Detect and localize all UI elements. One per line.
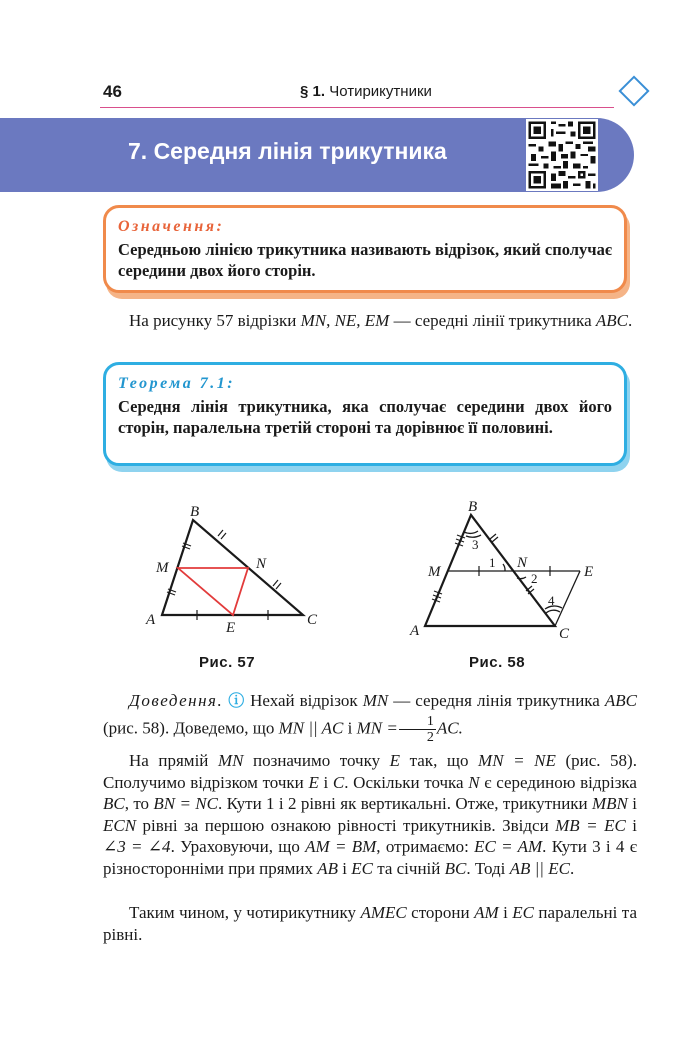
page-number: 46 (103, 82, 122, 101)
angle-4-label: 4 (548, 593, 555, 608)
theorem-label: Теорема 7.1: (118, 375, 236, 392)
label-M: M (428, 564, 441, 580)
label-E: E (226, 620, 236, 636)
label-N: N (517, 555, 528, 571)
angle-3-label: 3 (472, 537, 479, 552)
argument-paragraph: На прямій MN позначимо точку E так, що MN = NE (рис. 58). Сполучимо відрізком точки E і C. Оскільки точка N є серединою відрізка BC, то BN = NC. Кути 1 і 2 рівні як вертикальні. Отже, трикутники MBN і ECN рівні за першою ознакою рівності трикутників. Звідси MB = EC і ∠3 = ∠4. Ураховуючи, що AM = BM, отримаємо: EC = AM. Кути 3 і 4 є різносторонніми при прямих AB і EC та січній BC. Тоді AB || EC. (103, 751, 637, 878)
definition-box (103, 205, 627, 293)
proof-label: Доведення. (129, 691, 224, 710)
label-M: M (156, 560, 169, 576)
figure-57-caption: Рис. 57 (199, 654, 256, 671)
conclusion-paragraph: Таким чином, у чотирикутнику AMEC сторони AM і EC паралельні та рівні. (103, 903, 637, 944)
label-C: C (307, 612, 318, 628)
segment-ec (555, 571, 580, 626)
figure-58-caption: Рис. 58 (469, 654, 526, 671)
definition-text: Середньою лінією трикутника називають відрізок, який сполучає середини двох його сторін. (118, 240, 612, 280)
running-section-title (300, 83, 432, 100)
fraction-half: $\frac{1}{2}$ (399, 714, 436, 745)
figure-58 (400, 495, 610, 645)
diamond-icon (618, 75, 650, 107)
theorem-box (103, 362, 627, 466)
definition-label: Означення: (118, 218, 225, 235)
label-N: N (256, 556, 267, 572)
chapter-title: 7. Середня лінія трикутника (128, 138, 447, 164)
label-E: E (584, 564, 594, 580)
section-name: Чотирикутники (329, 83, 432, 100)
label-C: C (559, 626, 570, 642)
angle-1-label: 1 (489, 555, 496, 570)
intro-paragraph: На рисунку 57 відрізки MN, NE, EM — середні лінії трикутника ABC. (129, 311, 633, 330)
proof-start-icon: ⓘ (228, 693, 246, 710)
proof-paragraph: Доведення. ⓘ Нехай відрізок MN — середня лінія трикутника ABC (рис. 58). Доведемо, що MN || AC і MN = $\frac{1}{2}$ AC. (103, 691, 637, 745)
label-A: A (146, 612, 156, 628)
midline-triangle (178, 568, 248, 615)
label-B: B (190, 504, 200, 520)
figure-57 (140, 500, 340, 640)
qr-code-icon[interactable] (526, 119, 598, 191)
section-mark: § 1. (300, 83, 326, 100)
angle-2-label: 2 (531, 571, 538, 586)
header-rule (100, 107, 614, 108)
theorem-text: Середня лінія трикутника, яка сполучає середини двох його сторін, паралельна третій стороні та дорівнює її половині. (118, 397, 612, 437)
label-A: A (410, 623, 420, 639)
label-B: B (468, 499, 478, 515)
